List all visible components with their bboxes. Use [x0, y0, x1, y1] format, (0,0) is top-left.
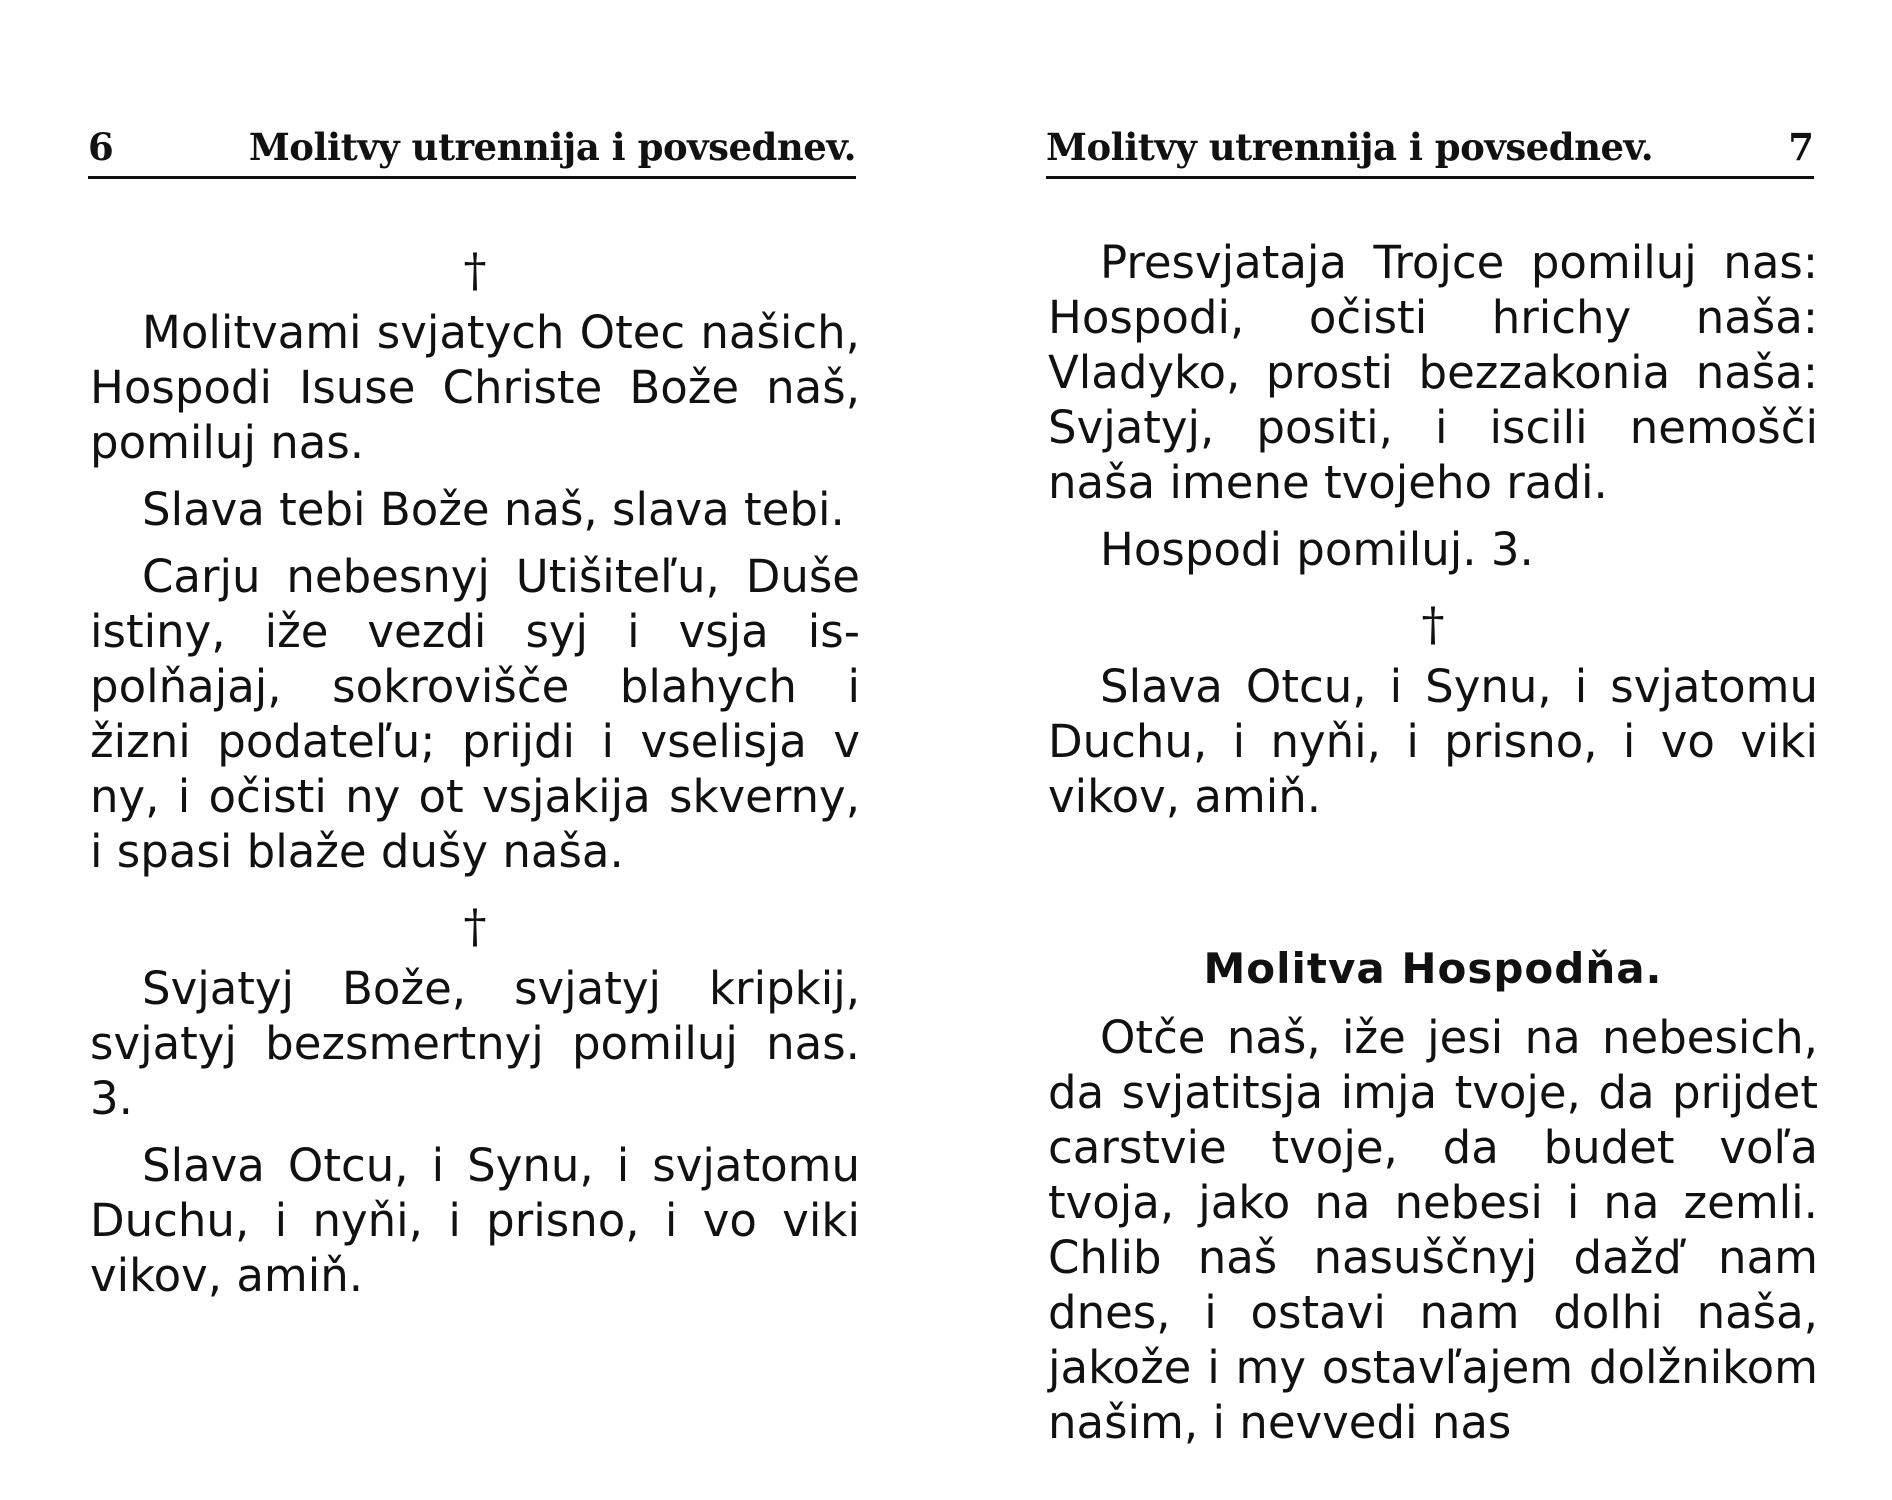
- cross-ornament: †: [1421, 597, 1445, 651]
- right-page-content: [1048, 235, 1818, 1462]
- page-number: 7: [1788, 125, 1814, 169]
- left-page-header: [88, 118, 856, 179]
- left-page-content: [90, 235, 860, 1315]
- cross-ornament: †: [463, 243, 487, 297]
- prayer-paragraph: Molitvami svjatych Otec našich, Hospodi Isuse Christe Bože naš, pomiluj nas.: [90, 306, 860, 469]
- prayer-paragraph: Carju nebesnyj Utišiteľu, Duše istiny, iže vezdi syj i vsja ispolňajaj, sokrovišče blahych i žizni podateľu; prijdi i vselisja v ny, i očisti ny ot vsjakija skverny, i spasi blaže dušy naša.: [90, 550, 860, 878]
- section-heading: Molitva Hospodňa.: [1203, 944, 1663, 993]
- right-page: [946, 0, 1892, 1500]
- prayer-paragraph: Otče naš, iže jesi na nebesich, da svjatitsja imja tvoje, da prijdet carstvie tvoje, da budet voľa tvoja, jako na nebesi i na zemli. Chlib naš nasuščnyj dažď nam dnes, i ostavi nam dolhi naša, jakože i my ostavľajem dolžnikom našim, i nevvedi nas: [1048, 1011, 1818, 1449]
- running-title: Molitvy utrennija i povsednev.: [1046, 125, 1654, 169]
- prayer-paragraph: Svjatyj Bože, svjatyj kripkij, svjatyj bezsmertnyj pomiluj nas. 3.: [90, 962, 860, 1125]
- prayer-paragraph: Hospodi pomiluj. 3.: [1100, 523, 1534, 576]
- prayer-paragraph: Slava tebi Bože naš, slava tebi.: [142, 483, 845, 536]
- page-number: 6: [88, 125, 114, 169]
- running-title: Molitvy utrennija i povsednev.: [248, 125, 856, 169]
- prayer-paragraph: Slava Otcu, i Synu, i svjatomu Duchu, i nyňi, i prisno, i vo viki vikov, amiň.: [1048, 660, 1818, 823]
- prayer-paragraph: Presvjataja Trojce pomiluj nas: Hospodi, očisti hrichy naša: Vladyko, prosti bezzakonia naša: Svjatyj, positi, i iscili nemošči naša imene tvojeho radi.: [1048, 236, 1818, 509]
- right-page-header: [1046, 118, 1814, 179]
- prayer-paragraph: Slava Otcu, i Synu, i svjatomu Duchu, i nyňi, i prisno, i vo viki vikov, amiň.: [90, 1139, 860, 1302]
- cross-ornament: †: [463, 899, 487, 953]
